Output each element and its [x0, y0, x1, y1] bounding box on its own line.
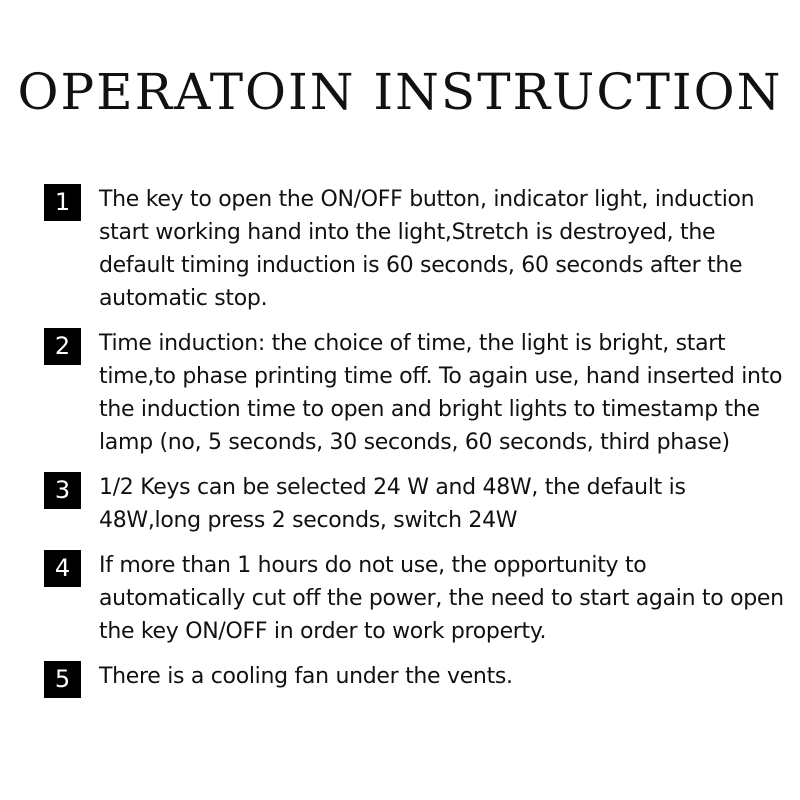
step-number-badge: 2	[44, 328, 81, 365]
step-number-badge: 5	[44, 661, 81, 698]
step-text: Time induction: the choice of time, the light is bright, start time,to phase printing time off. To again use, hand inserted into the induction time to open and bright lights to timestamp the lamp (no, 5 seconds, 30 seconds, 60 seconds, third phase)	[99, 331, 783, 455]
page-title: OPERATOIN INSTRUCTION	[17, 63, 783, 121]
step-number-badge: 1	[44, 184, 81, 221]
instruction-list	[44, 183, 784, 710]
instruction-item-4	[44, 549, 784, 648]
step-number-badge: 3	[44, 472, 81, 509]
instruction-item-5	[44, 660, 784, 698]
step-text: 1/2 Keys can be selected 24 W and 48W, the default is 48W,long press 2 seconds, switch 24W	[99, 475, 686, 533]
instruction-item-1	[44, 183, 784, 315]
step-text: There is a cooling fan under the vents.	[99, 664, 513, 689]
step-number-badge: 4	[44, 550, 81, 587]
step-text: The key to open the ON/OFF button, indicator light, induction start working hand into the light,Stretch is destroyed, the default timing induction is 60 seconds, 60 seconds after the automatic stop.	[99, 187, 755, 311]
step-text: If more than 1 hours do not use, the opportunity to automatically cut off the power, the need to start again to open the key ON/OFF in order to work property.	[99, 553, 784, 644]
instruction-item-3	[44, 471, 784, 537]
instruction-item-2	[44, 327, 784, 459]
